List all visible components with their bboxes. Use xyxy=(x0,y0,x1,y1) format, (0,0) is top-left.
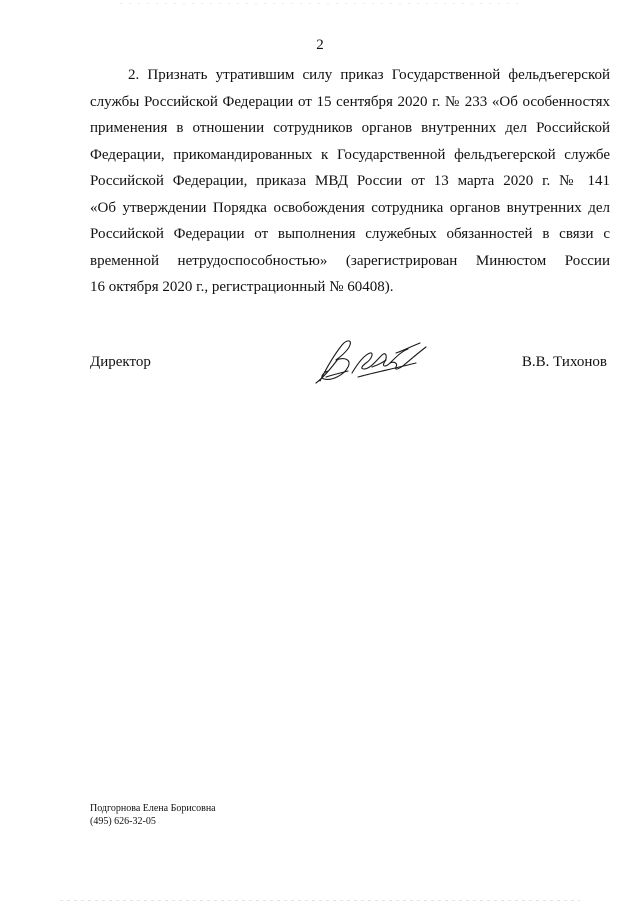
scan-artifact-bottom xyxy=(60,900,580,901)
page-number: 2 xyxy=(316,37,324,53)
paragraph-line-8: временной нетрудоспособностью» (зарегистрирован Минюстом России xyxy=(90,252,610,269)
main-paragraph xyxy=(90,62,610,301)
signer-name: В.В. Тихонов xyxy=(521,354,607,370)
executor-phone: (495) 626-32-05 xyxy=(90,816,156,827)
paragraph-line-5: Российской Федерации, приказа МВД России от 13 марта 2020 г. № 141 xyxy=(90,173,610,189)
paragraph-line-3: применения в отношении сотрудников органов внутренних дел Российской xyxy=(90,120,610,136)
signature-block xyxy=(90,345,610,395)
paragraph-line-2: службы Российской Федерации от 15 сентября 2020 г. № 233 «Об особенностях xyxy=(90,93,610,110)
paragraph-line-6: «Об утверждении Порядка освобождения сотрудника органов внутренних дел xyxy=(90,199,610,216)
executor-info xyxy=(90,802,216,828)
paragraph-line-4: Федерации, прикомандированных к Государственной фельдъегерской службе xyxy=(90,146,610,163)
paragraph-line-7: Российской Федерации от выполнения служебных обязанностей в связи с xyxy=(90,226,610,242)
handwritten-signature-icon xyxy=(312,333,432,389)
paragraph-line-1: 2. Признать утратившим силу приказ Государственной фельдъегерской xyxy=(128,67,610,83)
executor-name: Подгорнова Елена Борисовна xyxy=(90,803,216,814)
scan-artifact-top xyxy=(120,3,520,4)
paragraph-line-9: 16 октября 2020 г., регистрационный № 60408). xyxy=(90,279,394,295)
signer-position: Директор xyxy=(90,354,151,370)
